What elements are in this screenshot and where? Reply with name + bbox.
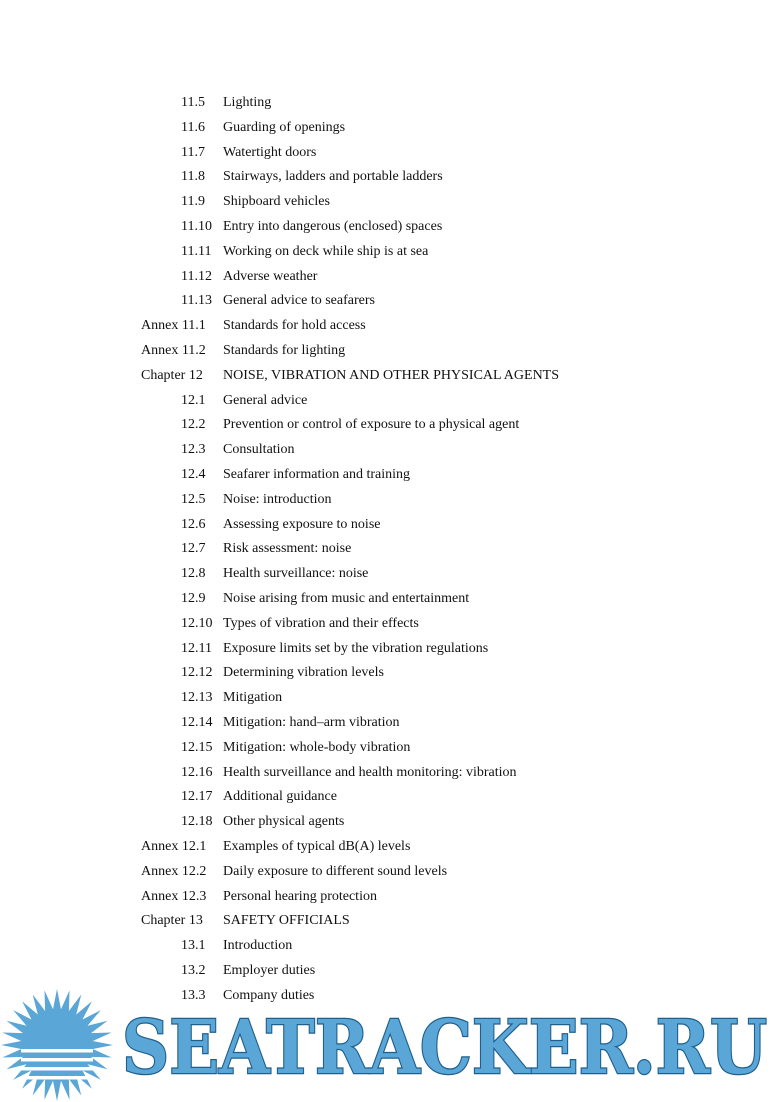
toc-entry-number: 12.15: [181, 739, 213, 755]
toc-entry-number: 11.5: [181, 95, 205, 110]
toc-entry: [0, 488, 779, 513]
toc-entry: [0, 587, 779, 612]
toc-entry-number: 12.11: [181, 640, 212, 656]
toc-entry-title: Standards for lighting: [223, 342, 346, 358]
toc-entry-number: 11.10: [181, 218, 212, 234]
toc-entry-title: Health surveillance and health monitoring: vibration: [223, 764, 517, 780]
toc-entry-title: Lighting: [223, 95, 272, 110]
toc-entry: [0, 116, 779, 141]
toc-entry-title: Mitigation: hand–arm vibration: [223, 714, 400, 730]
toc-entry-number: Annex 12.2: [141, 863, 207, 879]
toc-entry: [0, 885, 779, 910]
toc-entry-title: Guarding of openings: [223, 119, 346, 135]
toc-entry: [0, 934, 779, 959]
toc-entry-number: 12.8: [181, 566, 206, 582]
toc-entry-title: Shipboard vehicles: [223, 194, 330, 210]
toc-entry-title: Prevention or control of exposure to a physical agent: [223, 417, 520, 433]
toc-entry-number: 13.1: [181, 938, 206, 954]
toc-entry-number: 11.6: [181, 119, 205, 135]
toc-entry-number: 12.2: [181, 417, 206, 433]
toc-entry: [0, 215, 779, 240]
toc-entry-number: 12.18: [181, 814, 213, 830]
toc-entry-number: 12.9: [181, 590, 206, 606]
toc-entry-number: 11.9: [181, 194, 205, 210]
toc-entry-title: Risk assessment: noise: [223, 541, 352, 557]
toc-entry: [0, 711, 779, 736]
toc-entry-number: 12.5: [181, 491, 206, 507]
toc-entry-title: General advice: [223, 392, 308, 408]
watermark-text: SEATRACKER.RU: [122, 1005, 767, 1091]
toc-entry-number: Chapter 12: [141, 367, 203, 383]
toc-entry-number: 13.2: [181, 962, 206, 978]
toc-entry: [0, 612, 779, 637]
toc-entry-number: 12.6: [181, 516, 206, 532]
toc-entry-number: Annex 12.3: [141, 888, 207, 904]
toc-entry: [0, 190, 779, 215]
toc-entry-number: 11.12: [181, 268, 212, 284]
toc-entry-title: Types of vibration and their effects: [223, 615, 419, 631]
toc-entry-title: Noise: introduction: [223, 491, 332, 507]
toc-entry: [0, 141, 779, 166]
toc-entry-title: Noise arising from music and entertainment: [223, 590, 470, 606]
toc-entry: [0, 835, 779, 860]
toc-entry-title: Daily exposure to different sound levels: [223, 863, 448, 879]
toc-entry: [0, 860, 779, 885]
toc-entry-number: 11.13: [181, 293, 212, 309]
toc-entry: [0, 959, 779, 984]
toc-entry-title: Watertight doors: [223, 144, 317, 160]
toc-entry-number: 13.3: [181, 987, 206, 1003]
toc-entry-title: Company duties: [223, 987, 315, 1003]
toc-entry-number: Annex 11.1: [141, 318, 206, 334]
toc-entry: [0, 463, 779, 488]
toc-entry-number: 12.12: [181, 665, 213, 681]
toc-entry-number: 12.16: [181, 764, 213, 780]
toc-entry: [0, 389, 779, 414]
toc-entry-title: Entry into dangerous (enclosed) spaces: [223, 218, 443, 234]
toc-entry-number: 12.10: [181, 615, 213, 631]
toc-entry-number: 11.8: [181, 169, 205, 185]
toc-entry-number: Annex 12.1: [141, 838, 207, 854]
toc-entry-title: General advice to seafarers: [223, 293, 375, 309]
toc-entry-title: Seafarer information and training: [223, 466, 410, 482]
toc-entry-title: Personal hearing protection: [223, 888, 377, 904]
toc-entry: [0, 364, 779, 389]
toc-entry: [0, 513, 779, 538]
toc-entry: [0, 785, 779, 810]
toc-entry: [0, 413, 779, 438]
toc-entry: [0, 810, 779, 835]
toc-entry-title: Adverse weather: [223, 268, 318, 284]
toc-entry-title: NOISE, VIBRATION AND OTHER PHYSICAL AGENTS: [223, 367, 560, 383]
toc-entry: [0, 686, 779, 711]
toc-entry-title: Standards for hold access: [223, 318, 366, 334]
toc-entry: [0, 165, 779, 190]
toc-entry-number: 12.7: [181, 541, 206, 557]
toc-entry-number: 12.4: [181, 466, 206, 482]
toc-entry-number: 12.14: [181, 714, 213, 730]
toc-entry-number: Annex 11.2: [141, 342, 206, 358]
toc-entry: [0, 537, 779, 562]
toc-entry-number: 12.13: [181, 690, 213, 706]
toc-entry: [0, 562, 779, 587]
toc-entry-number: 12.1: [181, 392, 206, 408]
toc-entry-title: Consultation: [223, 442, 295, 458]
toc-entry-number: 12.3: [181, 442, 206, 458]
toc-entry-number: 12.17: [181, 789, 213, 805]
toc-entry-title: Other physical agents: [223, 814, 345, 830]
toc-entry: [0, 91, 779, 116]
toc-entry-number: 11.7: [181, 144, 205, 160]
toc-entry-title: Examples of typical dB(A) levels: [223, 838, 411, 854]
toc-entry-title: Additional guidance: [223, 789, 337, 805]
watermark-logo: [0, 985, 779, 1102]
toc-entry: [0, 761, 779, 786]
table-of-contents: [0, 91, 779, 1008]
toc-entry-title: Working on deck while ship is at sea: [223, 243, 429, 259]
toc-entry-number: Chapter 13: [141, 913, 203, 929]
toc-entry-title: Mitigation: whole-body vibration: [223, 739, 411, 755]
toc-entry-title: Mitigation: [223, 690, 283, 706]
toc-entry: [0, 314, 779, 339]
toc-entry: [0, 909, 779, 934]
toc-entry: [0, 339, 779, 364]
toc-entry-title: Exposure limits set by the vibration regulations: [223, 640, 489, 656]
toc-entry-title: Employer duties: [223, 962, 316, 978]
toc-entry: [0, 736, 779, 761]
toc-entry: [0, 265, 779, 290]
toc-entry: [0, 438, 779, 463]
toc-entry-title: Health surveillance: noise: [223, 566, 369, 582]
sun-over-sea-icon: [1, 989, 113, 1101]
toc-entry-title: Stairways, ladders and portable ladders: [223, 169, 443, 185]
toc-entry: [0, 637, 779, 662]
toc-entry-number: 11.11: [181, 243, 212, 259]
toc-entry-title: Determining vibration levels: [223, 665, 384, 681]
toc-entry: [0, 289, 779, 314]
toc-entry-title: Introduction: [223, 938, 293, 954]
toc-entry-title: SAFETY OFFICIALS: [223, 913, 350, 929]
toc-entry-title: Assessing exposure to noise: [223, 516, 381, 532]
toc-entry: [0, 661, 779, 686]
toc-entry: [0, 240, 779, 265]
